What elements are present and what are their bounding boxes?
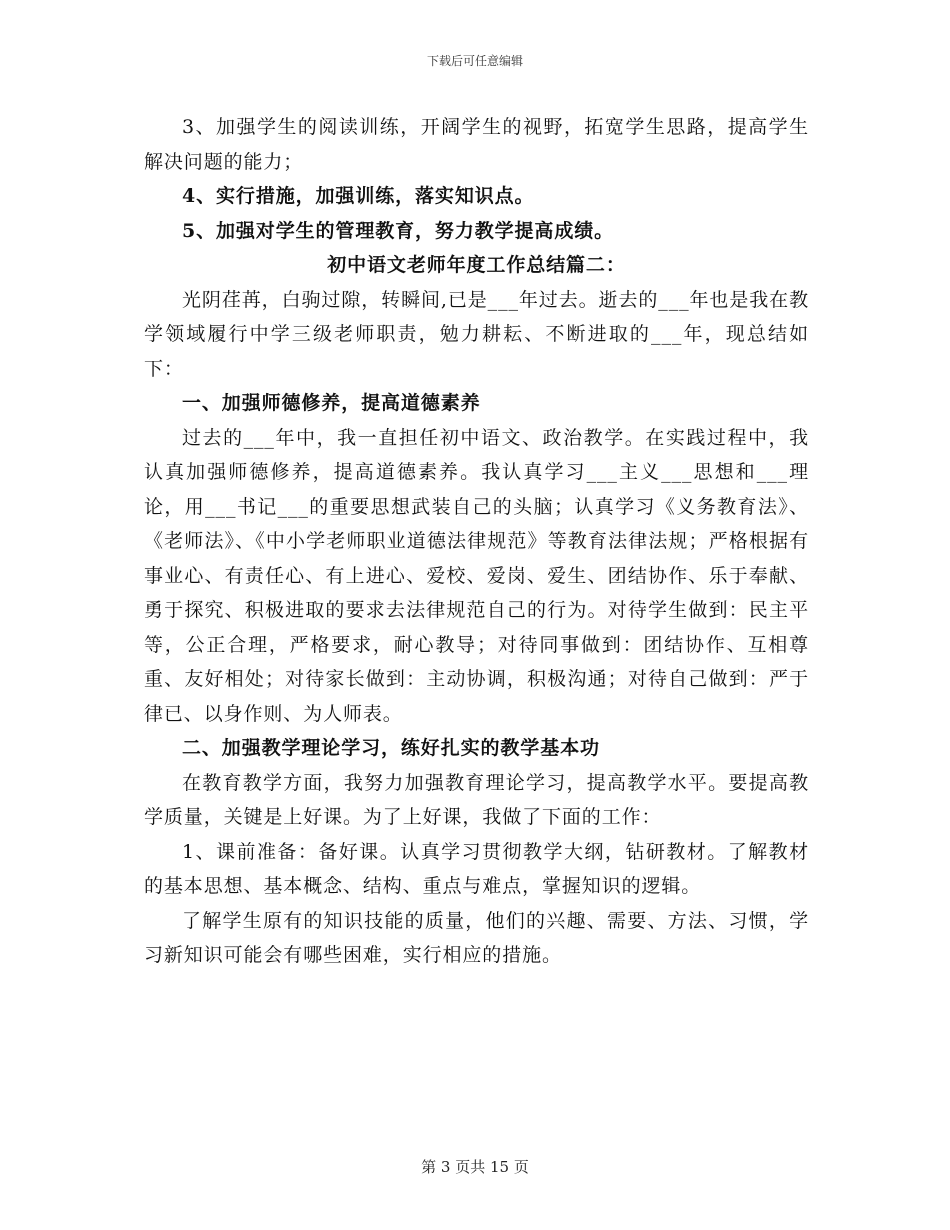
paragraph-item-5: 5、加强对学生的管理教育，努力教学提高成绩。 <box>182 219 615 242</box>
theory-paragraph: 在教育教学方面，我努力加强教育理论学习，提高教学水平。要提高教学质量，关键是上好课。为了上好课，我做了下面的工作： <box>144 771 809 828</box>
paragraph-item-4: 4、实行措施，加强训练，落实知识点。 <box>182 185 535 207</box>
document-body <box>144 110 809 973</box>
header-note: 下载后可任意编辑 <box>426 54 523 68</box>
heading-theory: 二、加强教学理论学习，练好扎实的教学基本功 <box>182 737 600 759</box>
intro-paragraph: 光阴荏苒，白驹过隙，转瞬间,已是___年过去。逝去的___年也是我在教学领域履行中学三级老师职责，勉力耕耘、不断进取的___年，现总结如下： <box>144 288 809 380</box>
preparation-paragraph: 1、课前准备：备好课。认真学习贯彻教学大纲，钻研教材。了解教材的基本思想、基本概念、结构、重点与难点，掌握知识的逻辑。 <box>144 840 809 897</box>
ethics-paragraph: 过去的___年中，我一直担任初中语文、政治教学。在实践过程中，我认真加强师德修养，提高道德素养。我认真学习___主义___思想和___理论，用___书记___的重要思想武装自己的头脑；认真学习《义务教育法》、《老师法》、《中小学老师职业道德法律规范》等教育法律法规；严格根据有事业心、有责任心、有上进心、爱校、爱岗、爱生、团结协作、乐于奉献、勇于探究、积极进取的要求去法律规范自己的行为。对待学生做到：民主平等，公正合理，严格要求，耐心教导；对待同事做到：团结协作、互相尊重、友好相处；对待家长做到：主动协调，积极沟通；对待自己做到：严于律已、以身作则、为人师表。 <box>144 426 809 725</box>
paragraph-item-3: 3、加强学生的阅读训练，开阔学生的视野，拓宽学生思路，提高学生解决问题的能力； <box>144 116 809 173</box>
section-title: 初中语文老师年度工作总结篇二： <box>327 254 626 276</box>
page-number: 第 3 页共 15 页 <box>421 1158 529 1176</box>
students-paragraph: 了解学生原有的知识技能的质量，他们的兴趣、需要、方法、习惯，学习新知识可能会有哪些困难，实行相应的措施。 <box>144 909 809 966</box>
heading-ethics: 一、加强师德修养，提高道德素养 <box>182 392 481 414</box>
